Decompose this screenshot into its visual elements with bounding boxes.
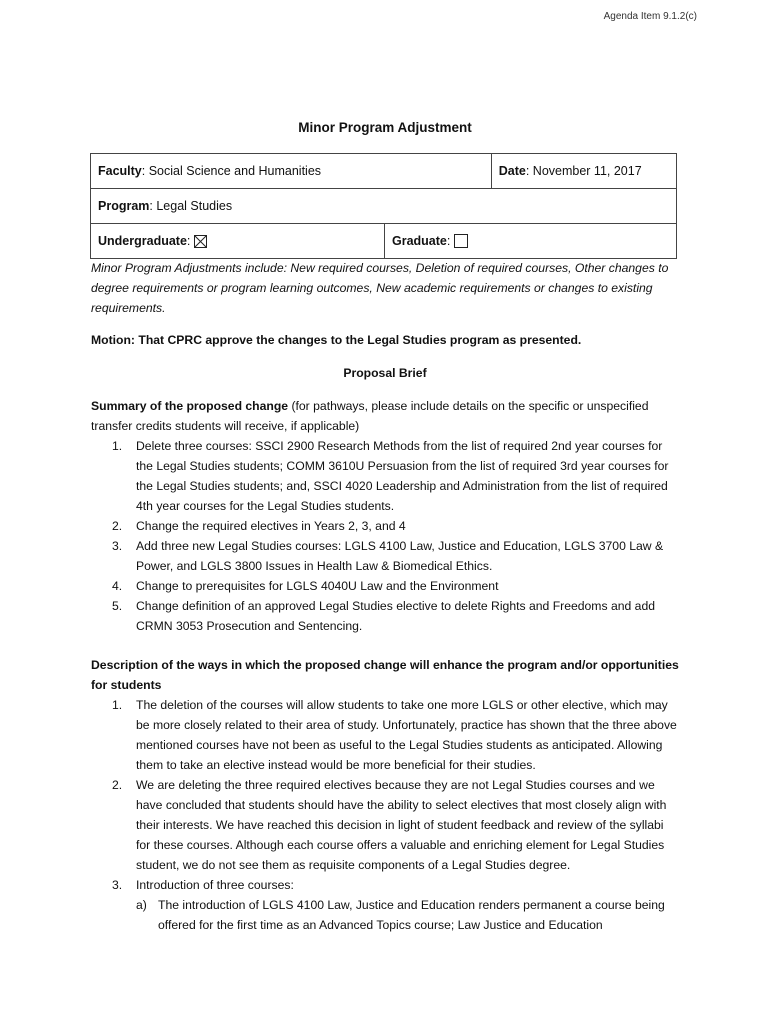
document-title: Minor Program Adjustment (298, 120, 472, 135)
summary-note: (for pathways, please include details on the specific or unspecified transfer credits students will receive, if applicable) (91, 399, 649, 433)
faculty-cell (91, 154, 492, 189)
proposal-brief-heading: Proposal Brief (343, 366, 427, 380)
graduate-label: Graduate (392, 234, 447, 248)
list-item (91, 436, 679, 516)
list-text: Change the required electives in Years 2, 3, and 4 (136, 519, 406, 533)
date-cell (491, 154, 676, 189)
list-item (91, 775, 679, 875)
list-text: Introduction of three courses: (136, 878, 294, 892)
date-value: : November 11, 2017 (525, 164, 642, 178)
program-value: : Legal Studies (149, 199, 233, 213)
motion-text: Motion: That CPRC approve the changes to the Legal Studies program as presented. (91, 333, 582, 347)
date-label: Date (498, 164, 526, 178)
list-number: 3. (112, 539, 123, 553)
list-item (91, 576, 679, 596)
agenda-item-label: Agenda Item 9.1.2(c) (603, 11, 697, 22)
summary-heading-paragraph (91, 396, 679, 436)
undergraduate-label: Undergraduate (98, 234, 187, 248)
program-label: Program (98, 199, 150, 213)
list-item (91, 516, 679, 536)
description-heading: Description of the ways in which the proposed change will enhance the program and/or opportunities for students (91, 658, 679, 692)
description-sublist (136, 895, 679, 935)
faculty-label: Faculty (98, 164, 142, 178)
graduate-colon: : (446, 234, 451, 248)
list-text: Change definition of an approved Legal Studies elective to delete Rights and Freedoms and add CRMN 3053 Prosecution and Sentencing. (136, 599, 655, 633)
list-number: 1. (112, 439, 123, 453)
list-item (91, 875, 679, 935)
list-text: The deletion of the courses will allow students to take one more LGLS or other elective, which may be more closely related to their area of study. Unfortunately, practice has shown that the three above mentioned courses have not been as useful to the Legal Studies students as anticipated. Allowing them to take an elective instead would be more beneficial for their studies. (136, 698, 677, 772)
sublist-text: The introduction of LGLS 4100 Law, Justice and Education renders permanent a course being offered for the first time as an Advanced Topics course; Law Justice and Education (158, 898, 665, 932)
undergraduate-colon: : (186, 234, 191, 248)
list-text: We are deleting the three required electives because they are not Legal Studies courses and we have concluded that students should have the ability to select electives that most closely align with their interests. We have reached this decision in light of student feedback and review of the syllabi for these courses. Although each course offers a valuable and enriching element for Legal Studies student, we do not see them as requisite components of a Legal Studies degree. (136, 778, 667, 872)
adjustments-intro: Minor Program Adjustments include: New required courses, Deletion of required courses, Other changes to degree requirements or program learning outcomes, New academic requirements or changes to existing requirements. (91, 261, 669, 315)
graduate-cell (385, 224, 677, 259)
list-number: 1. (112, 698, 123, 712)
list-item (91, 695, 679, 775)
list-number: 3. (112, 878, 123, 892)
faculty-value: : Social Science and Humanities (141, 164, 322, 178)
list-number: 5. (112, 599, 123, 613)
list-text: Change to prerequisites for LGLS 4040U Law and the Environment (136, 579, 499, 593)
list-text: Add three new Legal Studies courses: LGLS 4100 Law, Justice and Education, LGLS 3700 Law & Power, and LGLS 3800 Issues in Health Law & Biomedical Ethics. (136, 539, 664, 573)
summary-list (91, 436, 679, 636)
summary-heading: Summary of the proposed change (91, 399, 289, 413)
list-text: Delete three courses: SSCI 2900 Research Methods from the list of required 2nd year courses for the Legal Studies students; COMM 3610U Persuasion from the list of required 3rd year courses for the Legal Studies students; and, SSCI 4020 Leadership and Administration from the list of required 4th year courses for the Legal Studies students. (136, 439, 669, 513)
document-body (91, 258, 679, 935)
undergraduate-checkbox[interactable] (194, 235, 207, 248)
undergraduate-cell (91, 224, 385, 259)
list-number: 4. (112, 579, 123, 593)
checked-x-icon (195, 236, 206, 247)
sublist-item (136, 895, 679, 935)
graduate-checkbox[interactable] (454, 234, 468, 248)
program-cell (91, 189, 677, 224)
list-number: 2. (112, 519, 123, 533)
program-info-table (90, 153, 677, 259)
description-list (91, 695, 679, 935)
list-item (91, 536, 679, 576)
list-number: 2. (112, 778, 123, 792)
sublist-letter: a) (136, 898, 147, 912)
list-item (91, 596, 679, 636)
